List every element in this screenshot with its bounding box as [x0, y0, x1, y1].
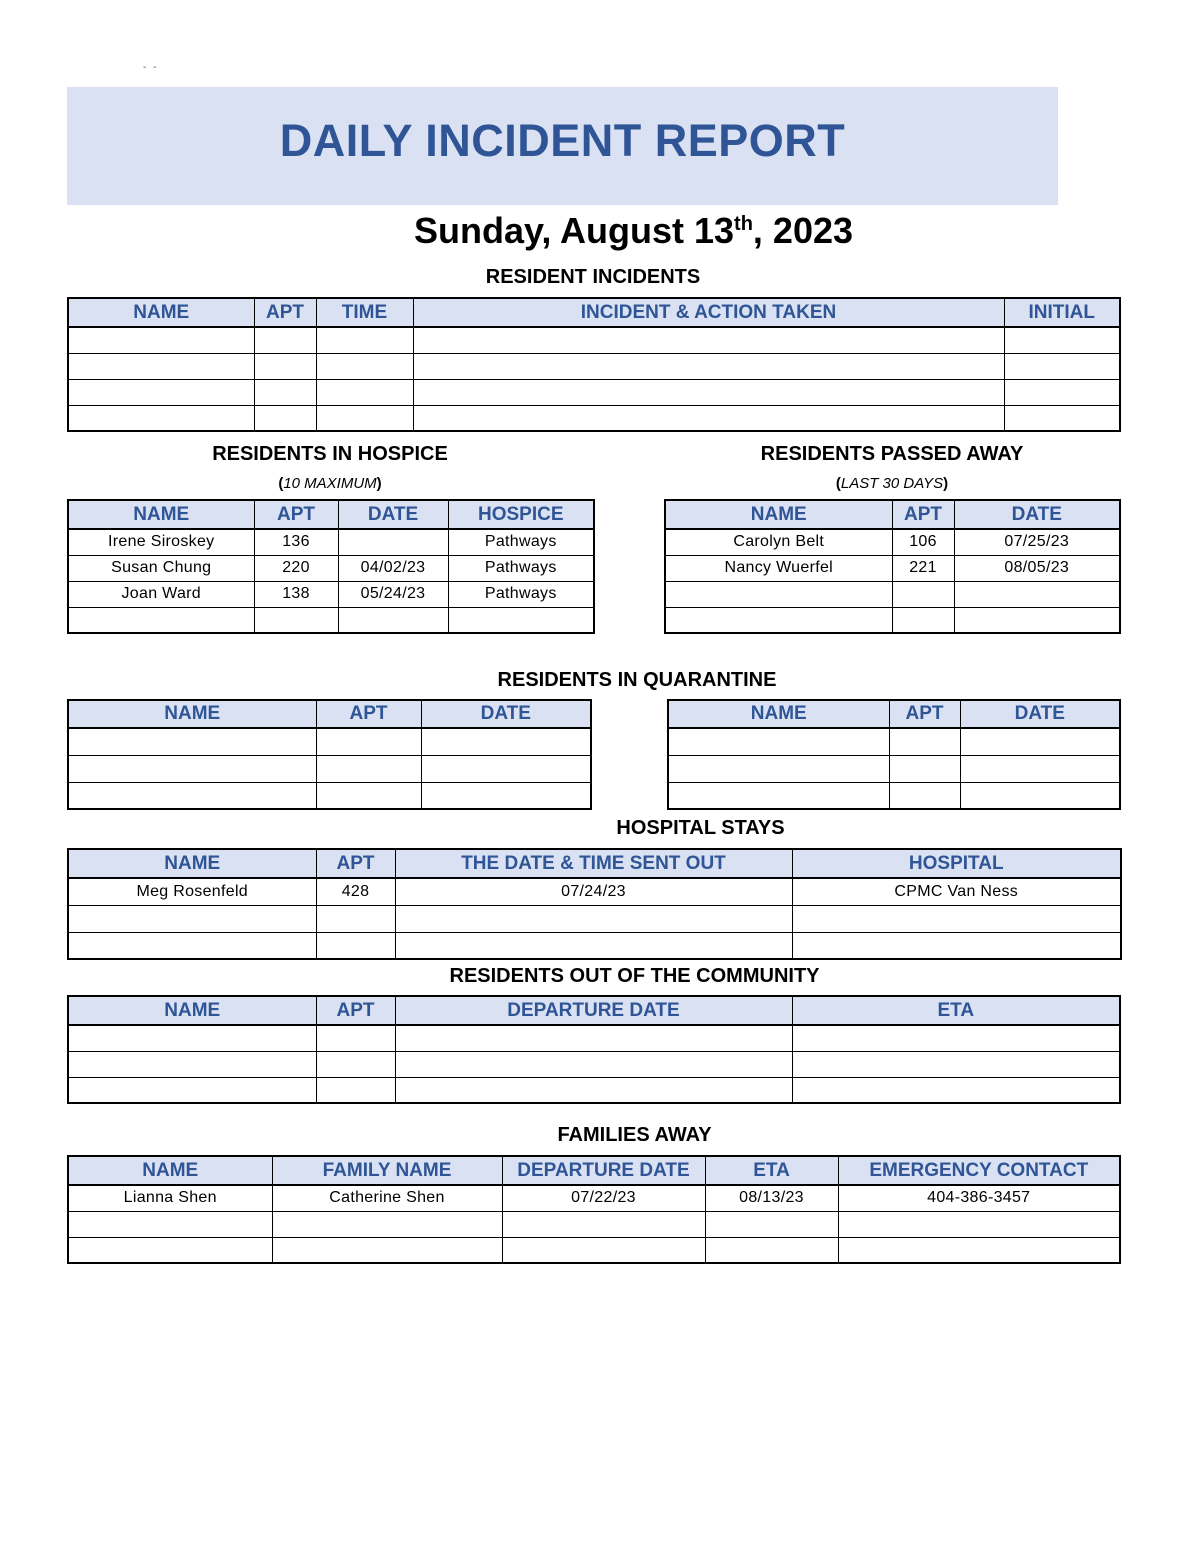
families-away-header-4: EMERGENCY CONTACT: [838, 1156, 1120, 1185]
quarantine-right-cell: [668, 728, 889, 755]
quarantine-left-row: [68, 755, 591, 782]
quarantine-right-cell: [668, 755, 889, 782]
corner-mark: - -: [143, 62, 159, 73]
passed-away-row: [665, 529, 1120, 555]
out-of-community-row: [68, 1025, 1120, 1051]
quarantine-left-cell: [68, 782, 316, 809]
quarantine-left-cell: [316, 782, 421, 809]
hospice-cell: [68, 607, 254, 633]
incident-cell: [316, 379, 413, 405]
hospice-subtitle: [67, 475, 593, 492]
resident-incidents-table: [67, 297, 1121, 432]
hospice-table: [67, 499, 595, 634]
out-of-community-table: [67, 995, 1121, 1104]
section-title-hospice: RESIDENTS IN HOSPICE: [212, 443, 448, 465]
passed-away-cell: [954, 607, 1120, 633]
hospice-cell: [338, 607, 448, 633]
report-date: [67, 210, 1200, 252]
report-date-year: , 2023: [752, 210, 854, 251]
families-away-cell: [272, 1237, 502, 1263]
section-title-families-away: FAMILIES AWAY: [557, 1124, 712, 1146]
hospital-stay-cell: 07/24/23: [395, 878, 792, 905]
quarantine-table-left: [67, 699, 592, 810]
hospice-cell: [338, 529, 448, 555]
hospice-cell: 136: [254, 529, 338, 555]
hospital-stay-cell: [395, 905, 792, 932]
hospital-stay-cell: [792, 905, 1121, 932]
quarantine-left-cell: [421, 782, 591, 809]
families-away-table: [67, 1155, 1121, 1264]
quarantine-right-header-0: NAME: [668, 700, 889, 728]
hospice-cell: Irene Siroskey: [68, 529, 254, 555]
hospice-cell: 138: [254, 581, 338, 607]
passed-away-cell: [892, 607, 954, 633]
incident-cell: [413, 379, 1004, 405]
hospice-cell: [254, 607, 338, 633]
hospice-row: [68, 529, 594, 555]
hospital-stay-cell: Meg Rosenfeld: [68, 878, 316, 905]
incident-cell: [68, 379, 254, 405]
incident-cell: [254, 379, 316, 405]
incident-cell: [1004, 327, 1120, 353]
passed-away-header-2: DATE: [954, 500, 1120, 529]
families-away-cell: [502, 1237, 705, 1263]
out-of-community-row: [68, 1077, 1120, 1103]
hospice-header-3: HOSPICE: [448, 500, 594, 529]
passed-away-table: [664, 499, 1121, 634]
quarantine-left-cell: [421, 728, 591, 755]
hospital-stay-cell: [316, 932, 395, 959]
section-title-passed-away: RESIDENTS PASSED AWAY: [760, 443, 1024, 465]
hospital-stay-header-1: APT: [316, 849, 395, 878]
hospice-row: [68, 607, 594, 633]
incident-cell: [68, 353, 254, 379]
quarantine-right-header-2: DATE: [960, 700, 1120, 728]
hospital-stay-row: [68, 878, 1121, 905]
hospice-cell: [448, 607, 594, 633]
incident-cell: [254, 405, 316, 431]
page-title: DAILY INCIDENT REPORT: [279, 115, 846, 166]
section-title-quarantine: RESIDENTS IN QUARANTINE: [497, 669, 777, 691]
hospice-cell: Pathways: [448, 581, 594, 607]
hospital-stay-row: [68, 932, 1121, 959]
incident-row: [68, 327, 1120, 353]
incident-header-0: NAME: [68, 298, 254, 327]
hospice-cell: Pathways: [448, 555, 594, 581]
passed-away-header-0: NAME: [665, 500, 892, 529]
out-of-community-row: [68, 1051, 1120, 1077]
out-of-community-cell: [68, 1077, 316, 1103]
families-away-cell: 07/22/23: [502, 1185, 705, 1211]
families-away-header-0: NAME: [68, 1156, 272, 1185]
families-away-cell: Lianna Shen: [68, 1185, 272, 1211]
hospice-row: [68, 555, 594, 581]
incident-header-4: INITIAL: [1004, 298, 1120, 327]
families-away-cell: [705, 1211, 838, 1237]
out-of-community-header-2: DEPARTURE DATE: [395, 996, 792, 1025]
quarantine-right-cell: [889, 755, 960, 782]
families-away-cell: [68, 1237, 272, 1263]
hospice-cell: Pathways: [448, 529, 594, 555]
quarantine-left-cell: [421, 755, 591, 782]
passed-away-row: [665, 607, 1120, 633]
passed-away-subtitle-text: LAST 30 DAYS: [840, 475, 944, 492]
out-of-community-cell: [792, 1025, 1120, 1051]
incident-cell: [1004, 353, 1120, 379]
families-away-cell: [272, 1211, 502, 1237]
hospice-subtitle-open: (: [278, 475, 284, 492]
passed-away-cell: [665, 581, 892, 607]
hospital-stay-cell: [792, 932, 1121, 959]
hospital-stay-cell: [316, 905, 395, 932]
out-of-community-cell: [395, 1051, 792, 1077]
incident-cell: [68, 405, 254, 431]
passed-away-cell: [665, 607, 892, 633]
out-of-community-header-1: APT: [316, 996, 395, 1025]
families-away-cell: Catherine Shen: [272, 1185, 502, 1211]
quarantine-right-cell: [889, 728, 960, 755]
quarantine-left-header-1: APT: [316, 700, 421, 728]
passed-away-cell: 08/05/23: [954, 555, 1120, 581]
hospice-header-2: DATE: [338, 500, 448, 529]
hospice-subtitle-text: 10 MAXIMUM: [283, 475, 377, 492]
families-away-cell: [502, 1211, 705, 1237]
passed-away-cell: [954, 581, 1120, 607]
hospital-stay-header-0: NAME: [68, 849, 316, 878]
report-date-main: Sunday, August 13: [413, 210, 735, 251]
incident-row: [68, 353, 1120, 379]
incident-row: [68, 379, 1120, 405]
incident-header-2: TIME: [316, 298, 413, 327]
hospice-cell: 04/02/23: [338, 555, 448, 581]
title-banner: [67, 87, 1058, 205]
hospice-header-0: NAME: [68, 500, 254, 529]
incident-cell: [413, 405, 1004, 431]
quarantine-right-cell: [668, 782, 889, 809]
quarantine-left-cell: [68, 755, 316, 782]
hospice-cell: Joan Ward: [68, 581, 254, 607]
quarantine-left-cell: [68, 728, 316, 755]
hospice-cell: 220: [254, 555, 338, 581]
incident-cell: [1004, 379, 1120, 405]
families-away-row: [68, 1185, 1120, 1211]
quarantine-left-row: [68, 728, 591, 755]
incident-header-1: APT: [254, 298, 316, 327]
out-of-community-cell: [792, 1051, 1120, 1077]
incident-cell: [254, 353, 316, 379]
families-away-header-1: FAMILY NAME: [272, 1156, 502, 1185]
hospital-stay-cell: [395, 932, 792, 959]
out-of-community-header-3: ETA: [792, 996, 1120, 1025]
quarantine-left-header-0: NAME: [68, 700, 316, 728]
report-date-suffix: th: [734, 213, 753, 235]
out-of-community-cell: [316, 1051, 395, 1077]
families-away-cell: [838, 1211, 1120, 1237]
families-away-header-2: DEPARTURE DATE: [502, 1156, 705, 1185]
out-of-community-cell: [395, 1025, 792, 1051]
passed-away-cell: 07/25/23: [954, 529, 1120, 555]
quarantine-right-cell: [960, 782, 1120, 809]
incident-cell: [254, 327, 316, 353]
hospice-cell: Susan Chung: [68, 555, 254, 581]
passed-away-row: [665, 555, 1120, 581]
quarantine-right-row: [668, 755, 1120, 782]
passed-away-cell: Nancy Wuerfel: [665, 555, 892, 581]
hospital-stays-table: [67, 848, 1122, 960]
incident-cell: [413, 327, 1004, 353]
passed-away-cell: 221: [892, 555, 954, 581]
quarantine-right-header-1: APT: [889, 700, 960, 728]
out-of-community-cell: [316, 1077, 395, 1103]
passed-away-subtitle-close: ): [943, 475, 949, 492]
hospice-header-1: APT: [254, 500, 338, 529]
families-away-header-3: ETA: [705, 1156, 838, 1185]
quarantine-right-row: [668, 728, 1120, 755]
incident-cell: [316, 405, 413, 431]
hospice-subtitle-close: ): [376, 475, 382, 492]
section-title-resident-incidents: RESIDENT INCIDENTS: [485, 266, 701, 288]
hospital-stay-cell: [68, 932, 316, 959]
incident-cell: [1004, 405, 1120, 431]
passed-away-subtitle-open: (: [835, 475, 841, 492]
quarantine-right-cell: [889, 782, 960, 809]
out-of-community-cell: [792, 1077, 1120, 1103]
section-title-out-of-community: RESIDENTS OUT OF THE COMMUNITY: [449, 965, 820, 987]
out-of-community-cell: [68, 1025, 316, 1051]
out-of-community-cell: [316, 1025, 395, 1051]
incident-cell: [68, 327, 254, 353]
quarantine-right-cell: [960, 755, 1120, 782]
quarantine-right-cell: [960, 728, 1120, 755]
families-away-cell: [838, 1237, 1120, 1263]
passed-away-cell: 106: [892, 529, 954, 555]
hospital-stay-header-3: HOSPITAL: [792, 849, 1121, 878]
families-away-cell: 404-386-3457: [838, 1185, 1120, 1211]
quarantine-left-cell: [316, 728, 421, 755]
families-away-row: [68, 1237, 1120, 1263]
passed-away-subtitle: [664, 475, 1120, 492]
section-title-hospital-stays: HOSPITAL STAYS: [616, 817, 785, 839]
hospital-stay-cell: CPMC Van Ness: [792, 878, 1121, 905]
passed-away-cell: Carolyn Belt: [665, 529, 892, 555]
incident-cell: [316, 327, 413, 353]
hospital-stay-row: [68, 905, 1121, 932]
incident-header-3: INCIDENT & ACTION TAKEN: [413, 298, 1004, 327]
quarantine-left-header-2: DATE: [421, 700, 591, 728]
incident-cell: [316, 353, 413, 379]
hospice-row: [68, 581, 594, 607]
hospice-cell: 05/24/23: [338, 581, 448, 607]
families-away-cell: [68, 1211, 272, 1237]
families-away-row: [68, 1211, 1120, 1237]
quarantine-table-right: [667, 699, 1121, 810]
passed-away-cell: [892, 581, 954, 607]
out-of-community-cell: [395, 1077, 792, 1103]
incident-cell: [413, 353, 1004, 379]
families-away-cell: 08/13/23: [705, 1185, 838, 1211]
passed-away-row: [665, 581, 1120, 607]
passed-away-header-1: APT: [892, 500, 954, 529]
quarantine-right-row: [668, 782, 1120, 809]
hospital-stay-cell: [68, 905, 316, 932]
families-away-cell: [705, 1237, 838, 1263]
out-of-community-cell: [68, 1051, 316, 1077]
hospital-stay-cell: 428: [316, 878, 395, 905]
out-of-community-header-0: NAME: [68, 996, 316, 1025]
hospital-stay-header-2: THE DATE & TIME SENT OUT: [395, 849, 792, 878]
incident-row: [68, 405, 1120, 431]
quarantine-left-cell: [316, 755, 421, 782]
quarantine-left-row: [68, 782, 591, 809]
